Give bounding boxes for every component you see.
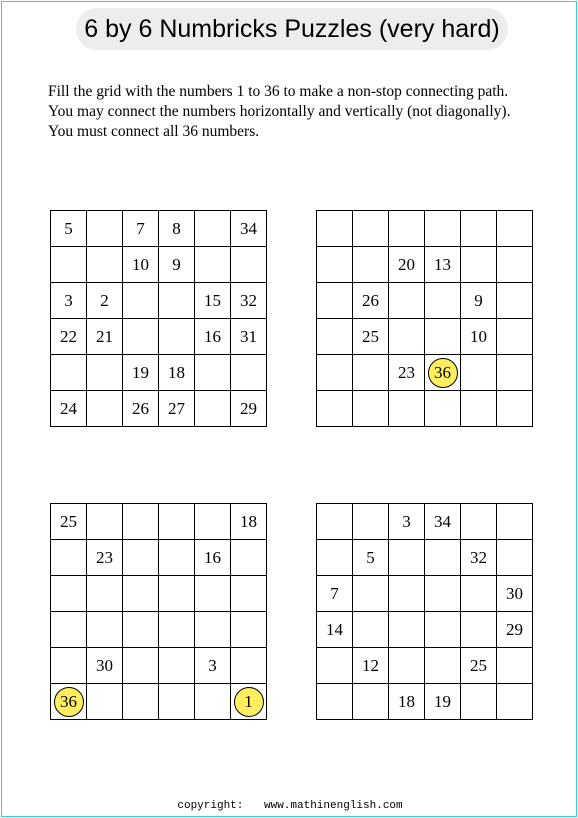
grid-cell[interactable] (389, 648, 425, 684)
grid-cell[interactable] (461, 648, 497, 684)
cell-number: 16 (204, 547, 221, 567)
grid-cell[interactable] (231, 283, 267, 319)
cell-number: 8 (172, 218, 181, 238)
grid-cell[interactable] (231, 612, 267, 648)
grid-cell[interactable] (317, 319, 353, 355)
grid-cell[interactable] (497, 319, 533, 355)
grid-cell[interactable] (231, 576, 267, 612)
cell-number: 24 (60, 398, 77, 418)
cell-number: 34 (434, 511, 451, 531)
highlighted-number: 36 (428, 358, 458, 388)
grid-cell[interactable] (231, 540, 267, 576)
grid-cell[interactable] (123, 211, 159, 247)
grid-cell[interactable] (317, 576, 353, 612)
grid-cell[interactable] (461, 211, 497, 247)
grid-cell[interactable] (159, 283, 195, 319)
grid-cell[interactable] (195, 648, 231, 684)
grid-cell[interactable] (231, 648, 267, 684)
cell-number: 25 (362, 326, 379, 346)
site-link[interactable]: www.mathinenglish.com (264, 800, 403, 812)
grid-cell[interactable] (87, 684, 123, 720)
grid-cell[interactable] (195, 283, 231, 319)
grid-cell[interactable] (461, 612, 497, 648)
grid-cell[interactable] (425, 684, 461, 720)
grid-cell[interactable] (87, 540, 123, 576)
grid-cell[interactable] (51, 355, 87, 391)
instruction-line-1: Fill the grid with the numbers 1 to 36 to make a non-stop connecting path. (48, 83, 509, 100)
grid-cell[interactable] (353, 648, 389, 684)
highlighted-number: 36 (54, 687, 84, 717)
grid-cell[interactable] (87, 576, 123, 612)
grid-cell[interactable] (461, 355, 497, 391)
grid-cell[interactable] (159, 319, 195, 355)
grid-cell[interactable] (51, 504, 87, 540)
grid-cell[interactable] (123, 247, 159, 283)
grid-cell[interactable] (425, 504, 461, 540)
grid-cell[interactable] (353, 504, 389, 540)
grid-cell[interactable] (461, 684, 497, 720)
grid-cell[interactable] (51, 612, 87, 648)
cell-number: 26 (132, 398, 149, 418)
grid-cell[interactable] (317, 684, 353, 720)
cell-number: 29 (240, 398, 257, 418)
cell-number: 5 (64, 218, 73, 238)
grid-cell[interactable] (497, 576, 533, 612)
grid-cell[interactable] (497, 355, 533, 391)
grid-cell[interactable] (123, 355, 159, 391)
cell-number: 32 (470, 547, 487, 567)
cell-number: 3 (402, 511, 411, 531)
grid-cell[interactable] (425, 283, 461, 319)
grid-cell[interactable] (123, 576, 159, 612)
grid-cell[interactable] (87, 283, 123, 319)
grid-cell[interactable] (51, 319, 87, 355)
grid-cell[interactable] (87, 612, 123, 648)
cell-number: 30 (506, 583, 523, 603)
cell-number: 21 (96, 326, 113, 346)
puzzle-grid-2 (316, 210, 533, 427)
grid-cell[interactable] (231, 504, 267, 540)
cell-number: 34 (240, 218, 257, 238)
cell-number: 22 (60, 326, 77, 346)
puzzle-grid-3 (50, 503, 267, 720)
grid-cell[interactable] (159, 612, 195, 648)
footer (2, 800, 578, 812)
grid-cell[interactable] (195, 576, 231, 612)
grid-cell[interactable] (51, 684, 87, 720)
grid-cell[interactable] (389, 504, 425, 540)
grid-cell[interactable] (123, 504, 159, 540)
grid-cell[interactable] (195, 391, 231, 427)
cell-number: 5 (366, 547, 375, 567)
cell-number: 26 (362, 290, 379, 310)
cell-number: 30 (96, 655, 113, 675)
grid-cell[interactable] (51, 576, 87, 612)
cell-number: 18 (168, 362, 185, 382)
grid-cell[interactable] (51, 247, 87, 283)
grid-cell[interactable] (461, 540, 497, 576)
cell-number: 25 (60, 511, 77, 531)
grid-cell[interactable] (497, 612, 533, 648)
grid-cell[interactable] (87, 648, 123, 684)
grid-cell[interactable] (317, 612, 353, 648)
grid-cell[interactable] (497, 247, 533, 283)
grid-cell[interactable] (317, 540, 353, 576)
page-title: 6 by 6 Numbricks Puzzles (very hard) (76, 8, 508, 50)
grid-cell[interactable] (353, 319, 389, 355)
grid-cell[interactable] (159, 540, 195, 576)
grid-cell[interactable] (87, 211, 123, 247)
cell-number: 7 (136, 218, 145, 238)
grid-cell[interactable] (87, 504, 123, 540)
grid-cell[interactable] (389, 612, 425, 648)
cell-number: 7 (330, 583, 339, 603)
cell-number: 9 (172, 254, 181, 274)
grid-cell[interactable] (389, 576, 425, 612)
grid-cell[interactable] (159, 355, 195, 391)
cell-number: 10 (470, 326, 487, 346)
cell-number: 3 (208, 655, 217, 675)
grid-cell[interactable] (87, 355, 123, 391)
grid-cell[interactable] (51, 391, 87, 427)
cell-number: 13 (434, 254, 451, 274)
grid-cell[interactable] (497, 391, 533, 427)
grid-cell[interactable] (51, 540, 87, 576)
grid-cell[interactable] (461, 283, 497, 319)
cell-number: 2 (100, 290, 109, 310)
grid-cell[interactable] (425, 576, 461, 612)
cell-number: 29 (506, 619, 523, 639)
grid-cell[interactable] (123, 612, 159, 648)
grid-cell[interactable] (389, 684, 425, 720)
grid-cell[interactable] (159, 648, 195, 684)
grid-cell[interactable] (51, 648, 87, 684)
grid-cell[interactable] (231, 355, 267, 391)
grid-cell[interactable] (195, 612, 231, 648)
grid-cell[interactable] (231, 391, 267, 427)
grid-cell[interactable] (353, 355, 389, 391)
grid-cell[interactable] (353, 576, 389, 612)
grid-cell[interactable] (159, 247, 195, 283)
cell-number: 23 (398, 362, 415, 382)
grid-cell[interactable] (389, 283, 425, 319)
cell-number: 15 (204, 290, 221, 310)
cell-number: 18 (398, 691, 415, 711)
grid-cell[interactable] (159, 391, 195, 427)
cell-number: 16 (204, 326, 221, 346)
grid-cell[interactable] (425, 355, 461, 391)
grid-cell[interactable] (195, 355, 231, 391)
grid-cell[interactable] (389, 355, 425, 391)
cell-number: 20 (398, 254, 415, 274)
cell-number: 19 (434, 691, 451, 711)
grid-cell[interactable] (389, 247, 425, 283)
grid-cell[interactable] (497, 684, 533, 720)
grid-cell[interactable] (497, 283, 533, 319)
grid-cell[interactable] (231, 211, 267, 247)
cell-number: 27 (168, 398, 185, 418)
cell-number: 18 (240, 511, 257, 531)
instruction-line-2: You may connect the numbers horizontally and vertically (not diagonally). (48, 103, 511, 120)
cell-number: 32 (240, 290, 257, 310)
grid-cell[interactable] (497, 648, 533, 684)
grid-cell[interactable] (159, 504, 195, 540)
grid-cell[interactable] (389, 391, 425, 427)
grid-cell[interactable] (353, 283, 389, 319)
grid-cell[interactable] (461, 391, 497, 427)
grid-cell[interactable] (195, 684, 231, 720)
grid-cell[interactable] (425, 319, 461, 355)
grid-cell[interactable] (497, 211, 533, 247)
grid-cell[interactable] (123, 540, 159, 576)
grid-cell[interactable] (195, 504, 231, 540)
grid-cell[interactable] (425, 540, 461, 576)
grid-cell[interactable] (317, 648, 353, 684)
grid-cell[interactable] (353, 684, 389, 720)
grid-cell[interactable] (317, 355, 353, 391)
grid-cell[interactable] (159, 211, 195, 247)
puzzle-grid-4 (316, 503, 533, 720)
cell-number: 25 (470, 655, 487, 675)
worksheet-page (1, 1, 577, 817)
cell-number: 9 (474, 290, 483, 310)
grid-cell[interactable] (123, 648, 159, 684)
grid-cell[interactable] (425, 391, 461, 427)
grid-cell[interactable] (317, 283, 353, 319)
grid-cell[interactable] (51, 283, 87, 319)
grid-cell[interactable] (195, 247, 231, 283)
grid-cell[interactable] (425, 612, 461, 648)
cell-number: 3 (64, 290, 73, 310)
instruction-line-3: You must connect all 36 numbers. (48, 123, 260, 140)
grid-cell[interactable] (389, 319, 425, 355)
grid-cell[interactable] (461, 319, 497, 355)
grid-cell[interactable] (317, 211, 353, 247)
grid-cell[interactable] (353, 211, 389, 247)
grid-cell[interactable] (317, 391, 353, 427)
grid-cell[interactable] (461, 576, 497, 612)
grid-cell[interactable] (425, 247, 461, 283)
cell-number: 10 (132, 254, 149, 274)
grid-cell[interactable] (87, 391, 123, 427)
grid-cell[interactable] (389, 540, 425, 576)
grid-cell[interactable] (461, 504, 497, 540)
grid-cell[interactable] (425, 211, 461, 247)
grid-cell[interactable] (231, 684, 267, 720)
grid-cell[interactable] (195, 319, 231, 355)
grid-cell[interactable] (497, 540, 533, 576)
grid-cell[interactable] (123, 684, 159, 720)
grid-cell[interactable] (497, 504, 533, 540)
puzzle-grid-1 (50, 210, 267, 427)
grid-cell[interactable] (425, 648, 461, 684)
grid-cell[interactable] (231, 247, 267, 283)
copyright-label: copyright: (177, 800, 244, 812)
instructions (48, 82, 548, 142)
grid-cell[interactable] (317, 504, 353, 540)
cell-number: 12 (362, 655, 379, 675)
grid-cell[interactable] (195, 211, 231, 247)
grid-cell[interactable] (159, 576, 195, 612)
grid-cell[interactable] (231, 319, 267, 355)
grid-cell[interactable] (195, 540, 231, 576)
cell-number: 19 (132, 362, 149, 382)
grid-cell[interactable] (353, 540, 389, 576)
grid-cell[interactable] (51, 211, 87, 247)
grid-cell[interactable] (123, 391, 159, 427)
grid-cell[interactable] (123, 319, 159, 355)
grid-cell[interactable] (353, 391, 389, 427)
highlighted-number: 1 (234, 687, 264, 717)
cell-number: 31 (240, 326, 257, 346)
grid-cell[interactable] (353, 247, 389, 283)
grid-cell[interactable] (389, 211, 425, 247)
grid-cell[interactable] (159, 684, 195, 720)
grid-cell[interactable] (461, 247, 497, 283)
grid-cell[interactable] (87, 319, 123, 355)
grid-cell[interactable] (353, 612, 389, 648)
grid-cell[interactable] (123, 283, 159, 319)
cell-number: 23 (96, 547, 113, 567)
grid-cell[interactable] (317, 247, 353, 283)
cell-number: 14 (326, 619, 343, 639)
grid-cell[interactable] (87, 247, 123, 283)
